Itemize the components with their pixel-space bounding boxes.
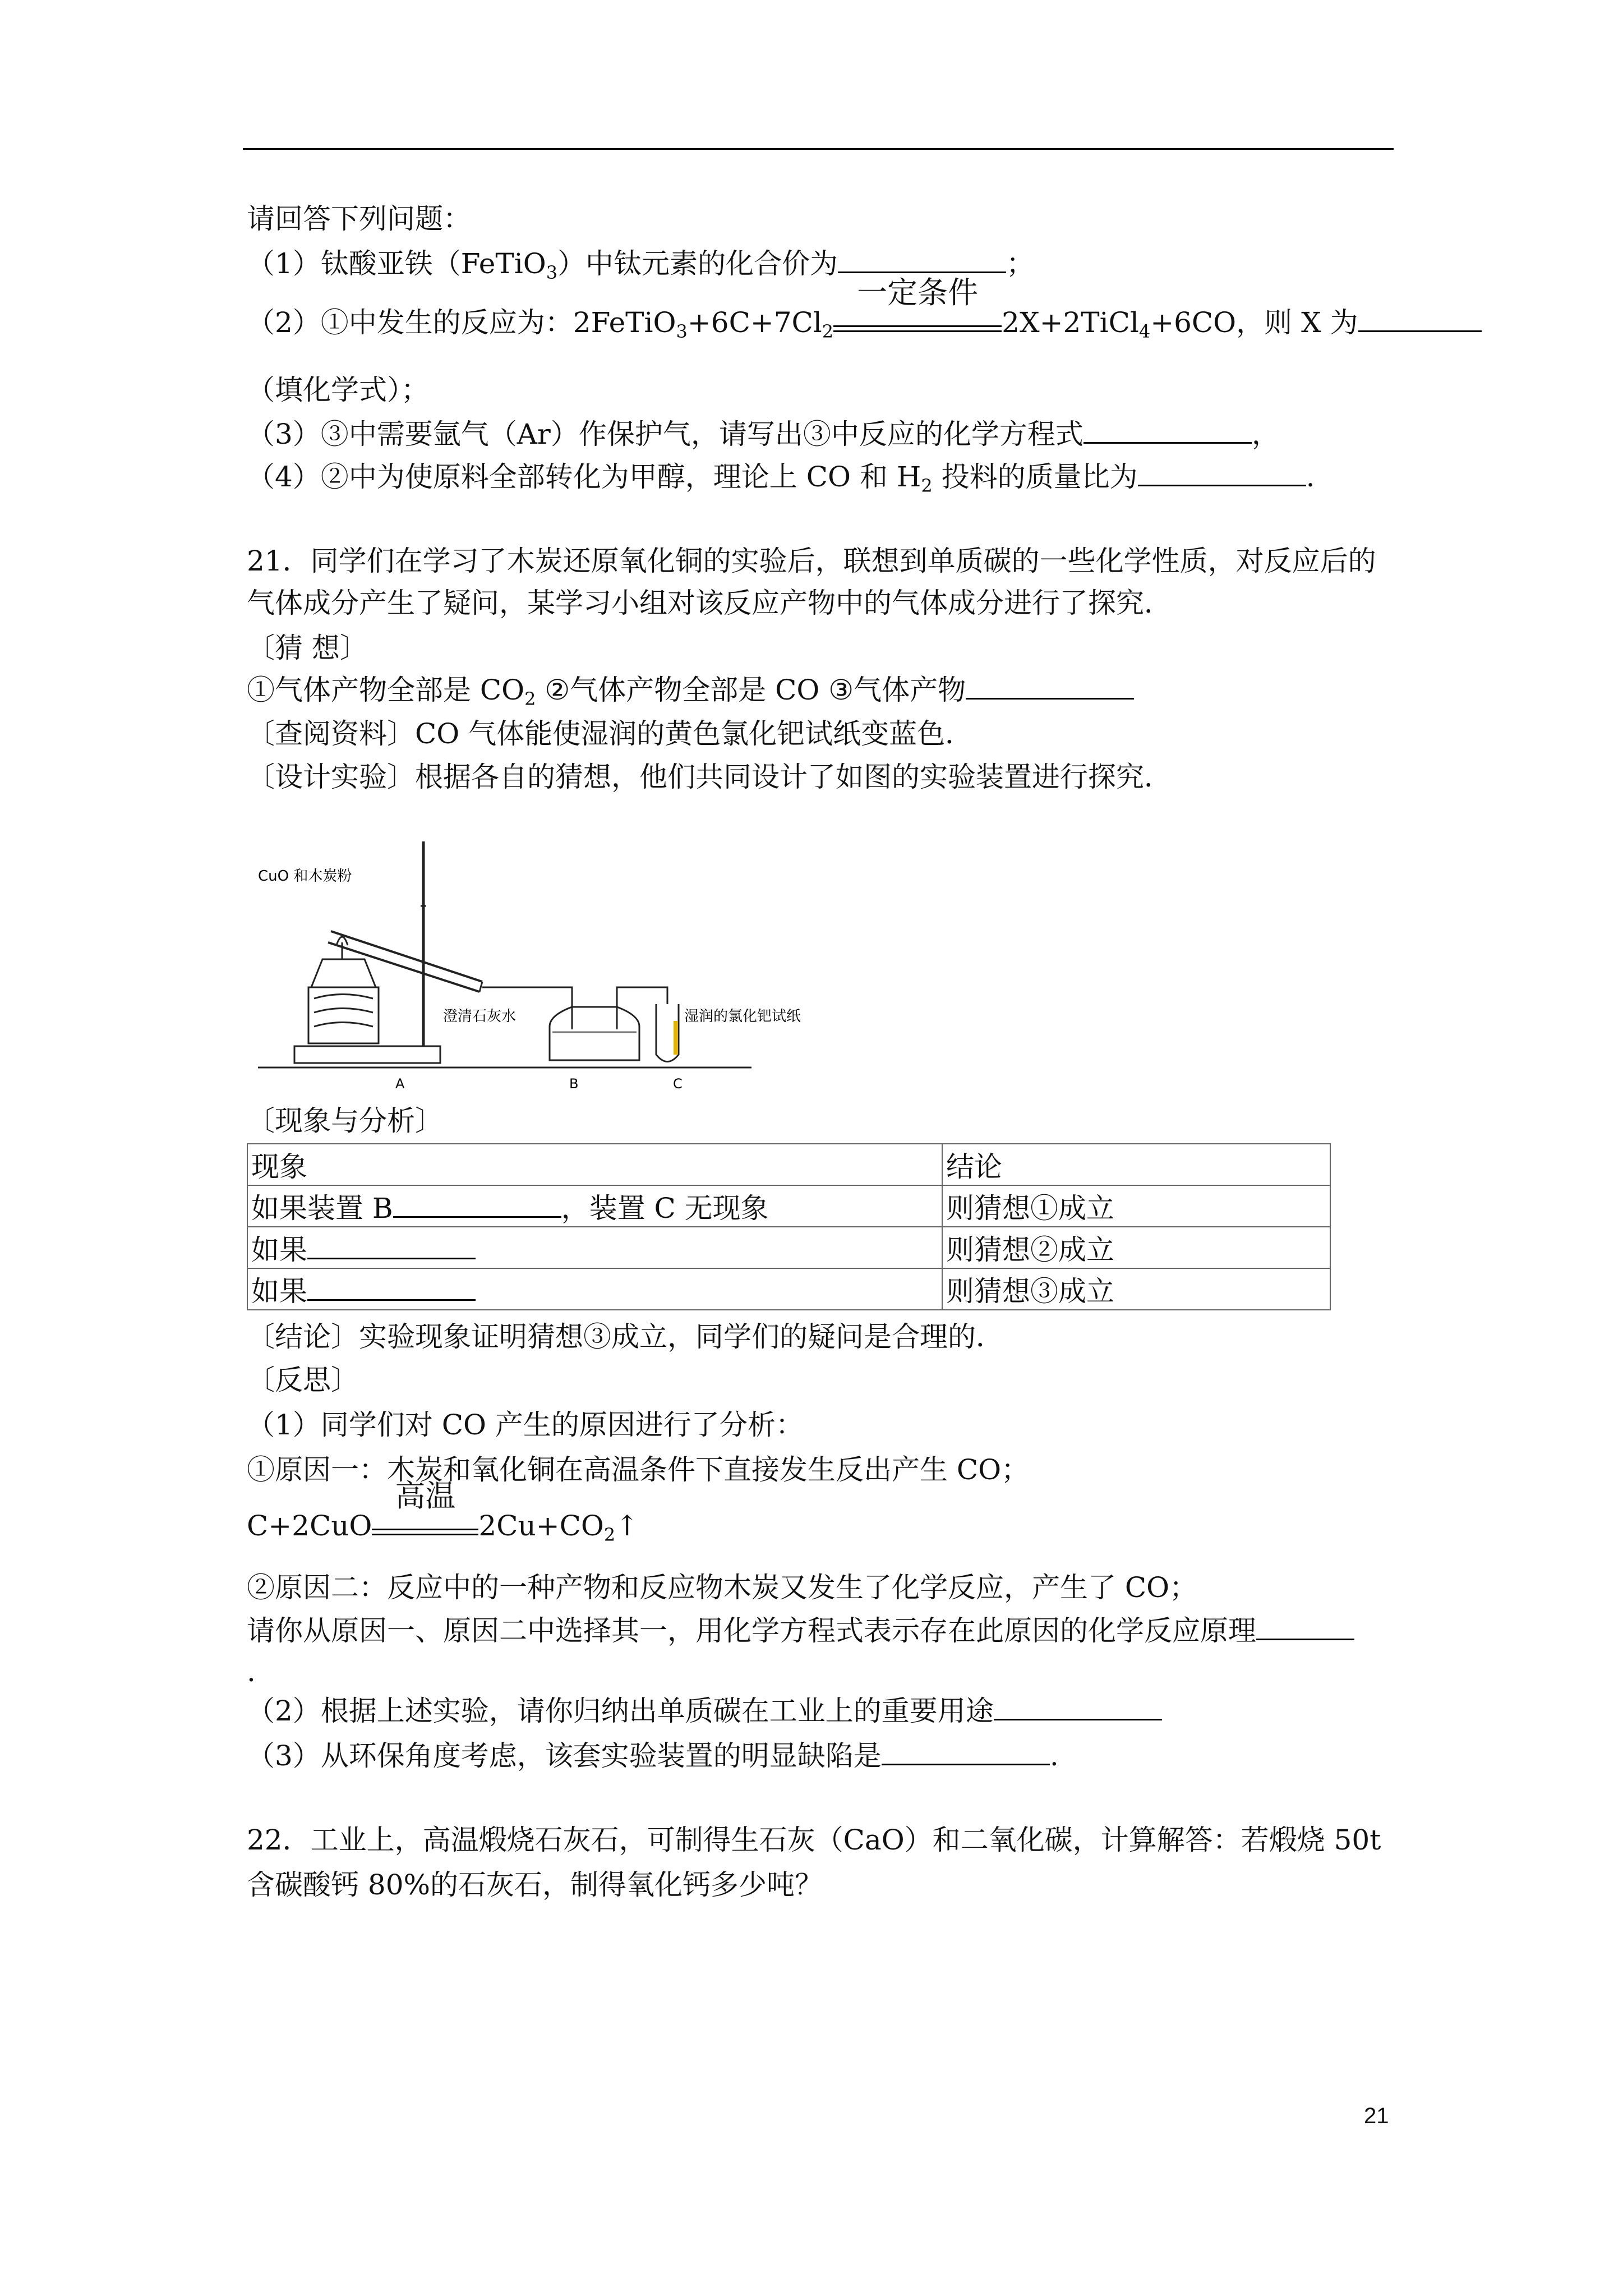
answer-blank[interactable] [966, 673, 1134, 700]
q21-guess-title: 〔猜 想〕 [247, 632, 368, 664]
reason-2: ②原因二：反应中的一种产物和反应物木炭又发生了化学反应，产生了 CO； [247, 1571, 1198, 1604]
label-paper: 湿润的氯化钯试纸 [684, 1008, 801, 1025]
q22-line-1: 22．工业上，高温煅烧石灰石，可制得生石灰（CaO）和二氧化碳，计算解答：若煅烧 50t [247, 1824, 1381, 1856]
table-row [247, 1268, 1330, 1310]
q21-guesses: ①气体产物全部是 $CO_2$ ②气体产物全部是 CO ③气体产物 [247, 673, 1134, 707]
equation-line: C+2CuO 高温 $2Cu+CO_2↑$ [247, 1478, 639, 1545]
q20-part3: （3）③中需要氩气（Ar）作保护气，请写出③中反应的化学方程式 ， [247, 418, 1280, 450]
table-cell: 如果 [247, 1268, 942, 1310]
intro-text: 请回答下列问题： [247, 203, 471, 235]
answer-blank[interactable] [838, 247, 1006, 273]
analysis-table [247, 1143, 1331, 1310]
reaction-condition [833, 275, 1002, 332]
bottle-b [550, 1007, 639, 1060]
table-header-phenomenon: 现象 [247, 1144, 942, 1185]
label-b: B [569, 1076, 579, 1092]
table-cell: 则猜想②成立 [942, 1227, 1330, 1268]
reflect-title: 〔反思〕 [247, 1364, 359, 1396]
reflect-2: （2）根据上述实验，请你归纳出单质碳在工业上的重要用途 [247, 1694, 1162, 1728]
answer-blank[interactable] [1138, 460, 1306, 486]
q20-part2-cont: （填化学式）； [247, 374, 429, 406]
tube-to-c [617, 987, 667, 1029]
ask-line: 请你从原因一、原因二中选择其一，用化学方程式表示存在此原因的化学反应原理 [247, 1614, 1354, 1648]
test-tube-top [331, 931, 482, 982]
table-cell: 则猜想①成立 [942, 1185, 1330, 1227]
answer-blank[interactable] [307, 1233, 476, 1259]
reason-1: ①原因一：木炭和氧化铜在高温条件下直接发生反出产生 CO； [247, 1453, 1030, 1486]
reflect-1: （1）同学们对 CO 产生的原因进行了分析： [247, 1409, 804, 1441]
ask-dot: . [247, 1655, 256, 1688]
answer-blank[interactable] [307, 1274, 476, 1301]
equals-bar [372, 1529, 478, 1535]
label-a: A [395, 1076, 405, 1092]
stand-base [294, 1046, 440, 1063]
condition-label: 一定条件 [857, 275, 979, 310]
answer-blank[interactable] [1083, 417, 1252, 444]
table-cell: 如果 [247, 1227, 942, 1268]
table-row [247, 1227, 1330, 1268]
label-limewater: 澄清石灰水 [443, 1008, 517, 1025]
wood-grain [314, 995, 373, 1027]
reaction-condition [372, 1478, 478, 1535]
q20-part1: （1）钛酸亚铁（FeTiO$_3$）中钛元素的化合价为 ； [247, 247, 1035, 283]
table-row [247, 1144, 1330, 1185]
label-cuo: CuO 和木炭粉 [258, 868, 352, 885]
answer-blank[interactable] [1358, 306, 1482, 332]
q21-intro-1: 21．同学们在学习了木炭还原氧化铜的实验后，联想到单质碳的一些化学性质，对反应后的 [247, 545, 1376, 577]
q21-design: 〔设计实验〕根据各自的猜想，他们共同设计了如图的实验装置进行探究． [247, 761, 1172, 793]
answer-blank[interactable] [882, 1739, 1050, 1765]
alcohol-lamp [311, 959, 376, 987]
q21-info: 〔查阅资料〕CO 气体能使湿润的黄色氯化钯试纸变蓝色． [247, 717, 974, 750]
q21-conclusion: 〔结论〕实验现象证明猜想③成立，同学们的疑问是合理的． [247, 1320, 1004, 1353]
q21-intro-2: 气体成分产生了疑问，某学习小组对该反应产物中的气体成分进行了探究． [247, 587, 1172, 619]
q22-line-2: 含碳酸钙 80%的石灰石，制得氧化钙多少吨？ [247, 1869, 823, 1901]
wood-block [308, 987, 379, 1043]
q20-part4: （4）②中为使原料全部转化为甲醇，理论上 CO 和 $H_2$ 投料的质量比为 . [247, 461, 1315, 496]
answer-blank[interactable] [1256, 1614, 1354, 1640]
gas-arrow: ↑ [615, 1510, 639, 1542]
test-tube-bottom [328, 942, 479, 992]
condition-label: 高温 [395, 1478, 456, 1513]
table-cell: 如果装置 B ，装置 C 无现象 [247, 1185, 942, 1227]
equals-bar [833, 325, 1002, 332]
table-cell: 则猜想③成立 [942, 1268, 1330, 1310]
label-c: C [673, 1076, 683, 1092]
answer-blank[interactable] [994, 1694, 1162, 1720]
tube-mouth [479, 982, 482, 992]
header-rule [243, 148, 1394, 150]
answer-blank[interactable] [393, 1191, 561, 1218]
analysis-title: 〔现象与分析〕 [247, 1105, 443, 1137]
reflect-3: （3）从环保角度考虑，该套实验装置的明显缺陷是 . [247, 1740, 1059, 1772]
apparatus-figure [258, 819, 801, 1099]
table-row [247, 1185, 1330, 1227]
q20-part2: （2）①中发生的反应为：$2FeTiO_3+6C+7Cl_2$ 一定条件 2X+2TiCl$_4$+6CO，则 X 为 [247, 306, 1482, 339]
table-header-conclusion: 结论 [942, 1144, 1330, 1185]
page-number: 21 [1364, 2104, 1389, 2128]
